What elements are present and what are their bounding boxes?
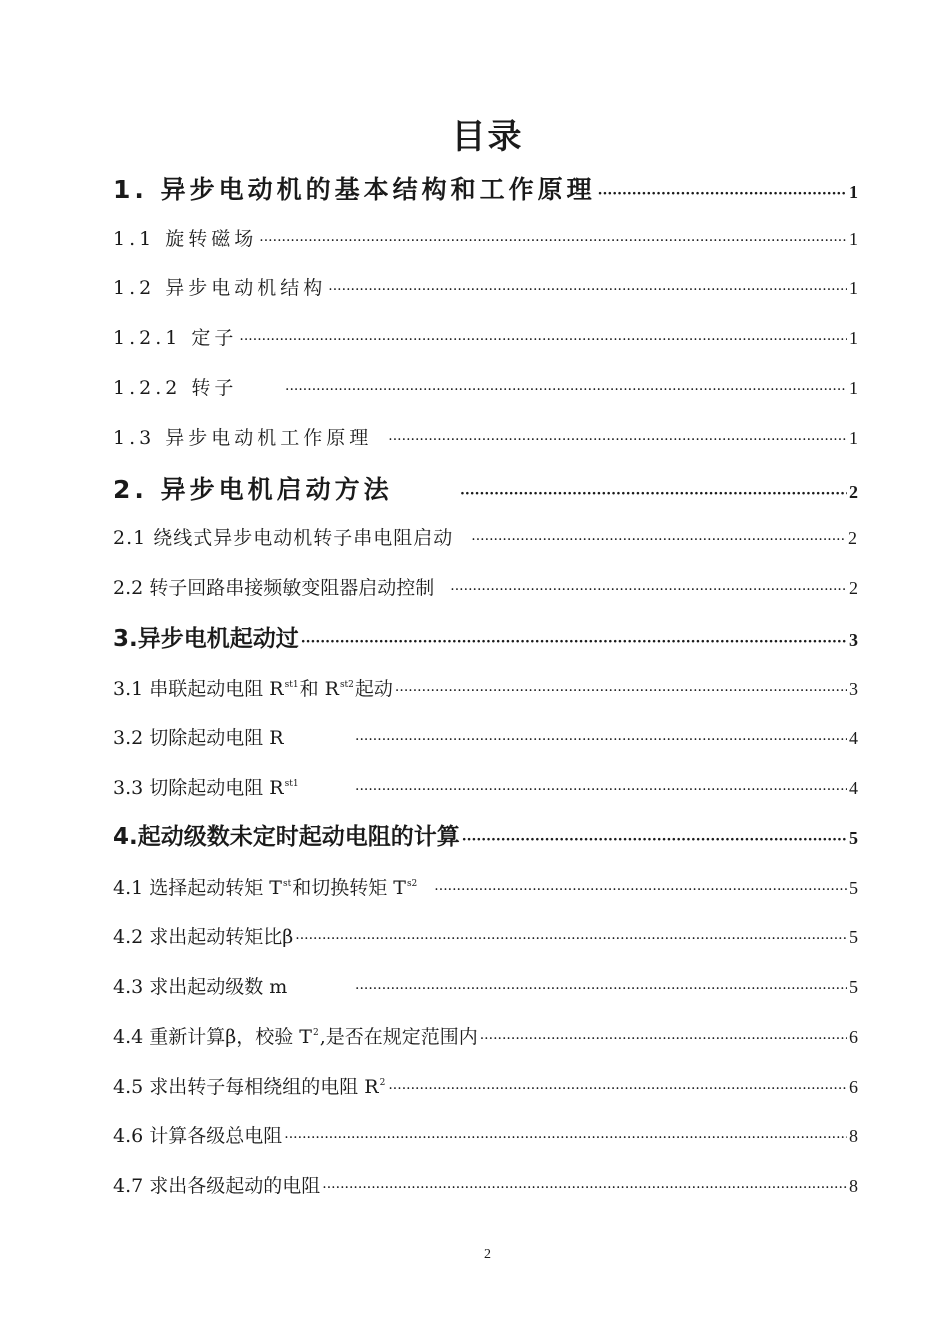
toc-entry-label — [113, 674, 393, 701]
toc-entry-label: 4.起动级数未定时起动电阻的计算 — [113, 824, 460, 850]
toc-leader-dots — [450, 582, 847, 598]
toc-entry[interactable] — [113, 573, 858, 605]
toc-leader-dots — [239, 332, 847, 348]
page-number: 2 — [484, 1247, 491, 1262]
toc-entry-page: 5 — [849, 977, 858, 997]
toc-entry[interactable] — [113, 723, 858, 755]
toc-leader-dots — [301, 634, 847, 650]
subscript: st — [282, 879, 292, 889]
toc-leader-dots — [295, 931, 847, 947]
toc-entry-label: 1.2 异步电动机结构 — [113, 277, 327, 299]
toc-entry[interactable] — [113, 873, 858, 905]
toc-entry-label: 2.2 转子回路串接频敏变阻器启动控制 — [113, 577, 435, 599]
toc-entry-page: 6 — [849, 1027, 858, 1047]
toc-entry-label: 1.1 旋转磁场 — [113, 228, 258, 250]
toc-entry-page: 3 — [849, 630, 858, 650]
toc-entry-label: 3.异步电机起动过 — [113, 626, 299, 652]
toc-entry[interactable] — [113, 922, 858, 954]
toc-entry-page: 3 — [849, 679, 858, 699]
toc-entry-page: 5 — [849, 927, 858, 947]
toc-leader-dots — [460, 486, 847, 502]
subscript: st1 — [284, 779, 299, 789]
toc-entry-page: 8 — [849, 1126, 858, 1146]
toc-entry-page: 1 — [849, 229, 858, 249]
toc-entry[interactable] — [113, 1121, 858, 1153]
toc-entry[interactable] — [113, 1171, 858, 1203]
subscript: 2 — [379, 1078, 386, 1088]
toc-leader-dots — [355, 981, 847, 997]
toc-entry[interactable] — [113, 323, 858, 355]
toc-entry-label — [113, 873, 432, 900]
toc-entry-label: 1. 异步电动机的基本结构和工作原理 — [113, 175, 596, 204]
toc-entry-page: 2 — [849, 578, 858, 598]
toc-entry-page: 2 — [849, 482, 858, 502]
toc-entry[interactable] — [113, 972, 858, 1004]
toc-entry[interactable] — [113, 620, 858, 660]
toc-entry-label: 4.2 求出起动转矩比β — [113, 926, 294, 948]
label-part: 3.1 串联起动电阻 R — [113, 678, 284, 700]
toc-leader-dots — [480, 1031, 847, 1047]
toc-entry[interactable] — [113, 423, 858, 455]
toc-leader-dots — [388, 432, 847, 448]
toc-entry-label: 3.2 切除起动电阻 R — [113, 727, 284, 749]
toc-leader-dots — [388, 1081, 847, 1097]
toc-entry[interactable] — [113, 470, 858, 510]
toc-entry[interactable] — [113, 773, 858, 805]
toc-entry-label — [113, 773, 353, 800]
toc-entry-page: 2 — [848, 528, 858, 548]
toc-entry-label: 2. 异步电机启动方法 — [113, 475, 393, 504]
toc-entry-page: 4 — [849, 728, 858, 748]
toc-leader-dots — [284, 1130, 847, 1146]
subscript: st1 — [284, 680, 299, 690]
toc-leader-dots — [328, 282, 847, 298]
toc-entry[interactable] — [113, 1072, 858, 1104]
toc-entry-label: 4.6 计算各级总电阻 — [113, 1125, 283, 1147]
toc-leader-dots — [395, 683, 847, 699]
toc-leader-dots — [434, 882, 847, 898]
toc-entry-label — [113, 1072, 386, 1099]
toc-leader-dots — [355, 732, 847, 748]
toc-entry-label: 1.2.1 定子 — [113, 327, 238, 349]
toc-leader-dots — [285, 382, 847, 398]
toc-leader-dots — [471, 532, 846, 548]
toc-entry-page: 8 — [849, 1176, 858, 1196]
label-part: 3.3 切除起动电阻 R — [113, 777, 284, 799]
toc-entry-page: 5 — [849, 878, 858, 898]
toc-entry-label: 4.7 求出各级起动的电阻 — [113, 1175, 321, 1197]
toc-leader-dots — [259, 233, 847, 249]
label-part: ,是否在规定范围内 — [319, 1026, 478, 1048]
toc-entry[interactable] — [113, 373, 858, 405]
toc-entry-page: 4 — [849, 778, 858, 798]
toc-entry[interactable] — [113, 170, 858, 210]
toc-entry-page: 5 — [849, 828, 858, 848]
toc-leader-dots — [462, 832, 847, 848]
toc-entry[interactable] — [113, 674, 858, 706]
label-part: 和 R — [299, 678, 339, 700]
toc-entry[interactable] — [113, 1022, 858, 1054]
label-part: 起动 — [354, 678, 393, 700]
toc-entry-label: 1.2.2 转子 — [113, 377, 238, 399]
toc-entry-page: 1 — [849, 328, 858, 348]
label-part: 4.1 选择起动转矩 T — [113, 877, 282, 899]
toc-entry[interactable] — [113, 818, 858, 858]
toc-entry-page: 1 — [849, 182, 858, 202]
toc-entry-label — [113, 1022, 478, 1049]
toc-leader-dots — [355, 782, 847, 798]
label-part: 4.4 重新计算β，校验 T — [113, 1026, 312, 1048]
toc-entry[interactable] — [113, 273, 858, 305]
subscript: 2 — [312, 1028, 319, 1038]
toc-entry-label: 4.3 求出起动级数 m — [113, 976, 288, 998]
toc-entry-page: 1 — [849, 378, 858, 398]
label-part: 4.5 求出转子每相绕组的电阻 R — [113, 1076, 379, 1098]
label-part: 和切换转矩 T — [292, 877, 406, 899]
toc-entry-label: 1.3 异步电动机工作原理 — [113, 427, 373, 449]
page-title: 目录 — [451, 117, 524, 157]
toc-entry-page: 1 — [849, 428, 858, 448]
toc-leader-dots — [598, 186, 847, 202]
toc-leader-dots — [322, 1180, 847, 1196]
subscript: st2 — [339, 680, 354, 690]
toc-entry-label: 2.1 绕线式异步电动机转子串电阻启动 — [113, 527, 454, 549]
toc-entry[interactable] — [113, 523, 858, 555]
toc-entry[interactable] — [113, 224, 858, 256]
toc-entry-page: 6 — [849, 1077, 858, 1097]
subscript: s2 — [406, 879, 418, 889]
toc-entry-page: 1 — [849, 278, 858, 298]
